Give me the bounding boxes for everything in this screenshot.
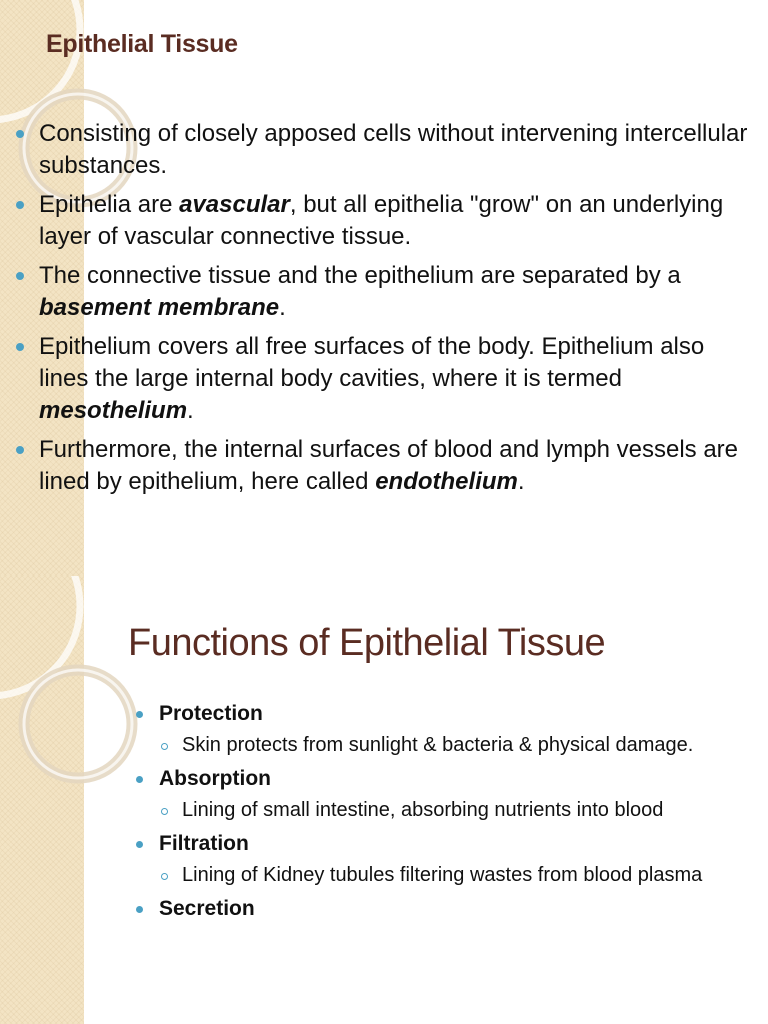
bullet-item [14,434,749,498]
function-item [133,700,743,759]
bullet-dot-icon [136,776,143,783]
function-heading: Protection [159,702,263,725]
sub-bullet-ring-icon [161,873,168,880]
function-heading: Secretion [159,897,255,920]
bullet-dot-icon [136,841,143,848]
bullet-item [14,118,749,182]
function-description-text: Lining of small intestine, absorbing nutrients into blood [182,799,664,821]
bullet-text: Epithelia are [39,191,180,218]
function-heading: Filtration [159,832,249,855]
function-description-text: Skin protects from sunlight & bacteria & physical damage. [182,734,694,756]
bullet-item [14,331,749,427]
bullet-dot-icon [16,130,24,138]
bullet-dot-icon [16,446,24,454]
bullet-text: . [187,397,194,424]
bullet-item [14,260,749,324]
function-item [133,895,743,923]
emphasized-term: avascular [179,191,290,218]
bullet-list [14,118,749,505]
bullet-text: Furthermore, the internal surfaces of blood and lymph vessels are lined by epithelium, here called [39,436,739,495]
function-item [133,830,743,889]
emphasized-term: endothelium [375,468,518,495]
bullet-text: . [279,294,286,321]
sub-bullet-ring-icon [161,743,168,750]
function-heading: Absorption [159,767,271,790]
bullet-dot-icon [136,711,143,718]
bullet-item [14,189,749,253]
emphasized-term: basement membrane [39,294,280,321]
sub-bullet-ring-icon [161,808,168,815]
function-list [133,700,743,923]
bullet-text: , but all epithelia "grow" on an underlying layer of vascular connective tissue. [39,191,724,250]
bullet-dot-icon [136,906,143,913]
bullet-dot-icon [16,201,24,209]
bullet-text: Consisting of closely apposed cells without intervening intercellular substances. [39,120,748,179]
slide-title: Functions of Epithelial Tissue [128,622,606,664]
function-description [159,732,743,759]
slide-title: Epithelial Tissue [46,30,238,58]
bullet-text: . [517,468,525,495]
bullet-text: The connective tissue and the epithelium are separated by a [39,262,681,289]
function-description-text: Lining of Kidney tubules filtering wastes from blood plasma [182,864,703,886]
emphasized-term: mesothelium [39,397,188,424]
decorative-rings-graphic [0,576,140,806]
bullet-dot-icon [16,272,24,280]
function-description [159,862,743,889]
bullet-text: Epithelium covers all free surfaces of the body. Epithelium also lines the large internal body cavities, where it is termed [39,333,705,392]
function-description [159,797,743,824]
function-item [133,765,743,824]
bullet-dot-icon [16,343,24,351]
